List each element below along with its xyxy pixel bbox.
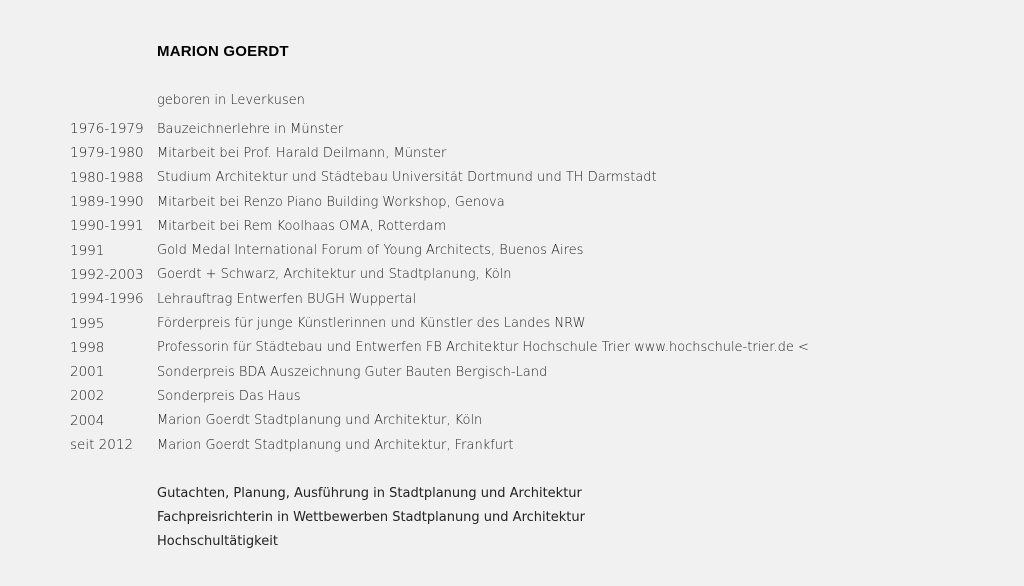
cv-entry-year: seit 2012 <box>70 437 134 453</box>
cv-entry-year: 1979-1980 <box>70 145 144 162</box>
cv-entry-text: Gold Medal International Forum of Young Architects, Buenos Aires <box>157 243 584 259</box>
cv-entry-year: 1998 <box>70 339 105 356</box>
cv-entry <box>70 433 970 457</box>
cv-entry-year: 1976-1979 <box>70 121 144 138</box>
person-name: MARION GOERDT <box>157 43 289 60</box>
cv-entry <box>70 117 970 141</box>
cv-entry-year: 2001 <box>70 364 105 381</box>
cv-entry-year: 2004 <box>70 412 105 429</box>
cv-entry <box>70 166 970 190</box>
cv-entry-year: 1980-1988 <box>70 169 144 186</box>
cv-entry <box>70 336 970 360</box>
activity-item: Fachpreisrichterin in Wettbewerben Stadtplanung und Architektur <box>157 509 585 525</box>
cv-entry-text: Studium Architektur und Städtebau Universität Dortmund und TH Darmstadt <box>157 170 657 186</box>
cv-entry <box>70 141 970 165</box>
cv-entry-text: Förderpreis für junge Künstlerinnen und Künstler des Landes NRW <box>157 316 586 332</box>
cv-entry <box>70 214 970 238</box>
cv-entry-text: Mitarbeit bei Prof. Harald Deilmann, Münster <box>157 145 447 161</box>
cv-entry-text: Professorin für Städtebau und Entwerfen FB Architektur Hochschule Trier www.hochschule-trier.de < <box>157 340 809 356</box>
cv-entry <box>70 190 970 214</box>
cv-entry-text: Mitarbeit bei Rem Koolhaas OMA, Rotterdam <box>157 218 447 234</box>
cv-entry-year: 1992-2003 <box>70 266 144 283</box>
cv-entry-year: 1995 <box>70 315 105 332</box>
cv-entry <box>70 360 970 384</box>
cv-entry-year: 2002 <box>70 388 105 405</box>
cv-entry-year: 1994-1996 <box>70 291 144 308</box>
cv-entry-year: 1989-1990 <box>70 194 144 211</box>
cv-entry-text: Sonderpreis BDA Auszeichnung Guter Bauten Bergisch-Land <box>157 364 548 380</box>
cv-entry-text: Marion Goerdt Stadtplanung und Architektur, Köln <box>157 413 483 429</box>
cv-entry <box>70 311 970 335</box>
cv-entry <box>70 263 970 287</box>
cv-entry-text: Bauzeichnerlehre in Münster <box>157 121 344 137</box>
cv-entry <box>70 409 970 433</box>
activity-item: Gutachten, Planung, Ausführung in Stadtplanung und Architektur <box>157 485 582 501</box>
cv-entry <box>70 384 970 408</box>
birthplace-line: geboren in Leverkusen <box>157 93 305 108</box>
cv-timeline <box>70 117 970 457</box>
cv-entry-text: Marion Goerdt Stadtplanung und Architektur, Frankfurt <box>157 437 514 453</box>
activities-list <box>157 481 585 554</box>
cv-entry-year: 1990-1991 <box>70 218 144 235</box>
cv-entry-text: Mitarbeit bei Renzo Piano Building Workshop, Genova <box>157 194 505 210</box>
cv-entry-text: Sonderpreis Das Haus <box>157 388 301 404</box>
activity-item: Hochschultätigkeit <box>157 534 278 550</box>
cv-entry <box>70 287 970 311</box>
cv-entry <box>70 238 970 262</box>
cv-entry-text: Lehrauftrag Entwerfen BUGH Wuppertal <box>157 291 417 307</box>
cv-entry-year: 1991 <box>70 242 105 259</box>
cv-entry-text: Goerdt + Schwarz, Architektur und Stadtplanung, Köln <box>157 267 512 283</box>
